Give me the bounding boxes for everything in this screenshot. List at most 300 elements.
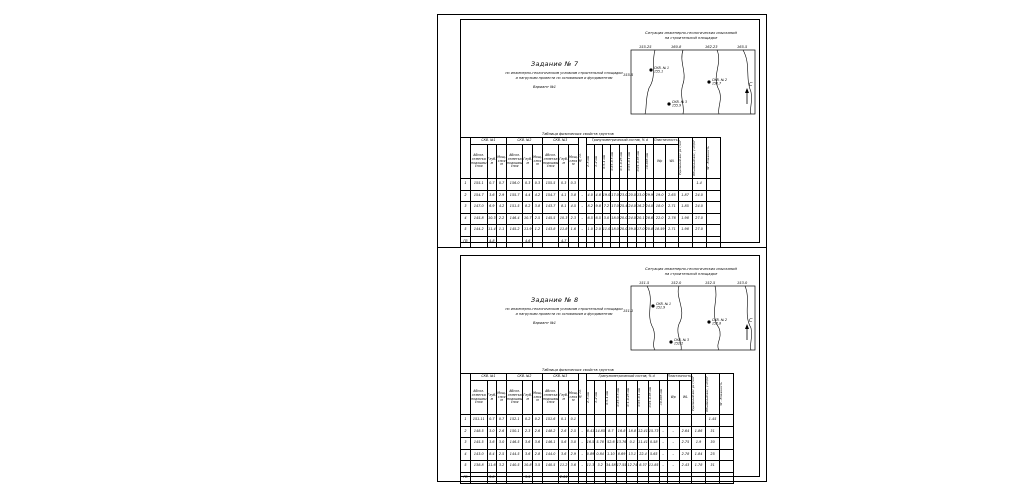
table-row [461,236,721,248]
table-cell [627,415,638,427]
table-cell: 18.59 [654,225,666,237]
table-cell: 2.65 [666,190,678,202]
task-subtitle: и нагрузкам провести по основаниям и фундаментам [515,312,613,316]
table-cell: 11.4 [487,225,497,237]
table-cell: 20.0 [619,225,628,237]
table-cell: 19.0 [602,190,611,202]
table-cell: 24.0 [692,202,706,214]
table-cell: 3.0 [497,438,507,450]
table-cell: 8.2 [586,202,594,214]
col-header: 0.1–0.25 мм [618,152,623,171]
table-cell [678,236,692,248]
col-header: Wp [667,381,679,415]
table-cell: 3.6 [487,190,497,202]
table-cell [533,472,543,484]
table-cell: 148.5 [471,426,488,438]
table-cell: 4 [461,213,471,225]
table-cell: 140.5 [542,461,559,473]
col-header: 1–2 мм [593,156,598,167]
table-cell: 1.98 [678,213,692,225]
table-cell: 15.73 [648,426,659,438]
table-cell: 19.0 [654,190,666,202]
task-subtitle: по инженерно-геологическим условиям строительной площадки [505,307,623,311]
table-cell: 155.7 [506,190,523,202]
col-header: 0.25–0.5 мм [610,152,615,171]
table-header-row [461,138,721,145]
table-cell: 20.0 [619,213,628,225]
col-header: WL [679,381,691,415]
table-cell [586,179,594,191]
table-row [461,213,721,225]
north-arrow-head [745,88,749,93]
table-cell: 2.43 [679,461,691,473]
table-cell: – [578,213,586,225]
table-cell: 138.8 [471,461,488,473]
table-cell [678,179,692,191]
table-cell: 12.74 [627,461,638,473]
contour-label: 165.5 [737,45,748,49]
table-row [461,415,734,427]
table-cell: 8.1 [559,202,569,214]
table-cell [569,472,579,484]
table-cell: 23.0 [619,190,628,202]
task-variant: Вариант №1 [533,85,557,89]
table-cell: 1.98 [678,225,692,237]
table-cell [533,236,543,248]
borehole-marker [667,102,670,105]
table-cell [627,472,638,484]
table-cell: 5.6 [559,438,569,450]
table-cell: 3 [461,202,471,214]
table-cell: 12.41 [638,426,649,438]
table-cell: 0.1 [569,415,579,427]
table-cell: 4.8 [594,190,602,202]
table-cell: 1.10 [606,449,617,461]
table-cell: 10.3 [487,213,497,225]
table-cell [497,236,507,248]
col-header: Объемный вес, γ кН/м³ [705,375,710,413]
table-cell: 39.0 [628,225,637,237]
table-caption: Таблица физических свойств грунтов [542,368,614,372]
table-cell: 13.1 [627,449,638,461]
contour-label: 152.0 [671,281,682,285]
table-cell [578,236,586,248]
table-row [461,225,721,237]
col-header: W - Влажность [719,382,724,406]
table-cell: 148.2 [542,426,559,438]
table-cell: ГВ [461,236,471,248]
drawing-page [437,14,767,482]
table-cell: 25.4 [619,202,628,214]
table-cell [667,415,679,427]
task-sheet [438,251,766,481]
table-cell: 3.6 [533,438,543,450]
task-subtitle: и нагрузкам провести по основаниям и фундаментам [515,76,613,80]
task-sheet [438,15,766,247]
table-cell: 3.0 [602,213,611,225]
table-cell [679,415,691,427]
borehole-marker [669,340,672,343]
table-cell: 3.5 [523,472,533,484]
table-cell: 28.6 [645,213,654,225]
table-cell: 0.84 [595,449,606,461]
col-header: 0.5–1 мм [601,154,606,169]
table-cell: 0.7 [487,179,497,191]
table-cell [692,472,706,484]
table-cell: 4.4 [523,190,533,202]
table-cell: 1.1 [497,225,507,237]
col-group-well2: СКВ. №2 [506,138,542,145]
table-cell: – [659,426,667,438]
table-cell: 6.5 [586,213,594,225]
table-cell: 11.9 [523,225,533,237]
table-cell: 3.6 [559,449,569,461]
table-cell: – [667,449,679,461]
table-cell [654,236,666,248]
table-cell: 1 [461,179,471,191]
borehole-label: СКВ. № 3 155.9 [672,100,688,108]
borehole-marker [707,320,710,323]
col-header: 0.01–0.05 мм [647,387,652,408]
table-cell [720,461,734,473]
table-cell: 5.65 [648,449,659,461]
table-cell [720,415,734,427]
table-cell [692,236,706,248]
table-cell: 2.6 [533,426,543,438]
table-cell: 0.2 [533,415,543,427]
table-cell: 0.58 [648,438,659,450]
table-cell: 144.5 [506,449,523,461]
table-cell: 4.6 [523,236,533,248]
col-group-plasticity: Пластичность [667,374,691,381]
table-cell [720,426,734,438]
site-map [623,278,759,358]
table-cell: 13.76 [616,438,627,450]
table-cell [659,472,667,484]
task-subtitle: по инженерно-геологическим условиям строительной площадки [505,71,623,75]
table-cell: 1.2 [533,225,543,237]
table-cell: 4.2 [533,190,543,202]
table-cell [594,179,602,191]
col-header: Абсол. отметка подошвы слоя [471,145,488,179]
table-cell: 9.8 [594,202,602,214]
table-cell: 156.0 [506,179,523,191]
table-row [461,179,721,191]
table-cell: 145.2 [506,225,523,237]
table-cell [636,179,645,191]
table-cell: – [667,461,679,473]
table-cell: 8.37 [638,461,649,473]
soil-properties-table [460,373,734,484]
table-cell: 13.0 [636,190,645,202]
table-cell: 8.4 [487,449,497,461]
table-cell: 31 [706,426,720,438]
table-cell [595,415,606,427]
col-header: 1–2 мм [594,392,599,403]
col-header: Мощ. слоя м [533,381,543,415]
contour-label: 155.5 [623,73,634,77]
table-cell: 0.2 [523,415,533,427]
contour-line [645,50,655,114]
table-cell: 0.7 [497,415,507,427]
col-header: Мощ. слоя м [569,145,579,179]
table-cell: 155.5 [542,179,559,191]
table-cell: 154.7 [471,190,488,202]
col-header: Глуб. м [487,381,497,415]
col-group-granulometric: Гранулометрический состав, % d [586,138,653,145]
table-cell: – [578,225,586,237]
table-cell [619,236,628,248]
table-cell: 144.0 [542,449,559,461]
table-cell: – [578,438,586,450]
col-header: 0.1–0.25 мм [626,388,631,407]
table-cell [667,472,679,484]
table-row [461,190,721,202]
col-group-granulometric: Гранулометрический состав, % d [586,374,667,381]
table-cell: – [578,190,586,202]
table-cell: 2.3 [523,426,533,438]
table-cell: 3.6 [523,449,533,461]
table-cell: 151.5 [506,202,523,214]
table-cell: 11.0 [602,225,611,237]
table-cell: – [578,426,586,438]
table-cell: 22.4 [638,449,649,461]
table-cell: 2.2 [497,213,507,225]
table-cell: 4.7 [559,236,569,248]
north-arrow-head [745,324,749,329]
soil-properties-table [460,137,721,248]
table-cell: 3.6 [523,438,533,450]
table-cell: 2.75 [679,438,691,450]
col-header: <0.005 мм [658,389,663,406]
table-cell: 152.1 [506,415,523,427]
table-cell: 2.5 [569,426,579,438]
table-cell: 11.85 [648,461,659,473]
contour-label: 153.0 [737,281,748,285]
borehole-label: СКВ. № 2 152.8 [712,318,728,326]
task-title: Задание № 8 [531,296,579,304]
table-caption: Таблица физических свойств грунтов [542,132,614,136]
map-title: на строительной площадке [664,36,718,40]
col-header: Мощ. слоя м [497,145,507,179]
table-cell: 146.5 [506,438,523,450]
table-cell: 16.2 [636,202,645,214]
table-cell: 18.8 [627,426,638,438]
table-cell: 1.84 [692,449,706,461]
col-header: Глуб. м [487,145,497,179]
table-cell: 150.1 [506,426,523,438]
col-header: WL [666,145,678,179]
table-cell [720,472,734,484]
table-cell [648,472,659,484]
table-cell: 24.0 [645,202,654,214]
table-cell: 2.64 [559,472,569,484]
table-cell: 2.5 [533,213,543,225]
contour-line [647,286,655,350]
table-cell [578,472,586,484]
table-cell: – [578,461,586,473]
table-cell: 147.0 [471,202,488,214]
col-header: Объемный вес, γ кН/м³ [691,139,696,177]
table-cell: 2.0 [594,225,602,237]
table-cell: 151.6 [542,415,559,427]
col-group-well3: СКВ. №3 [542,374,578,381]
table-cell [471,472,488,484]
table-cell: 3.2 [497,461,507,473]
table-cell: 20.1 [636,213,645,225]
table-cell: 1.9 [692,438,706,450]
table-cell: 1 [461,415,471,427]
table-cell: 145.8 [471,213,488,225]
table-cell [679,472,691,484]
col-header: 0.25–0.5 мм [615,388,620,407]
table-cell [706,179,720,191]
table-cell: 2.9 [497,190,507,202]
table-cell [506,236,523,248]
north-label: С [749,82,753,88]
table-cell: 1.86 [692,426,706,438]
table-cell [611,179,620,191]
col-header: Абсол. отметка подошвы слоя [471,381,488,415]
table-cell: 27.0 [692,213,706,225]
borehole-marker [651,304,654,307]
table-cell: – [667,438,679,450]
table-cell: 24.0 [692,190,706,202]
table-cell: 31 [706,461,720,473]
col-header: 2–5 мм [585,156,590,167]
table-cell [497,472,507,484]
col-header: Абсол. отметка подошвы слоя [542,145,559,179]
borehole-label: СКВ. № 2 156.7 [712,78,728,86]
table-cell [595,472,606,484]
table-cell: 154.7 [542,190,559,202]
col-header: 0.01–0.05 мм [635,151,640,172]
table-cell [602,179,611,191]
table-cell: 2.9 [569,449,579,461]
col-group-well1: СКВ. №1 [471,374,507,381]
table-cell: 22.0 [654,213,666,225]
table-cell [586,472,595,484]
table-cell [586,236,594,248]
col-group-plasticity: Пластичность [654,138,678,145]
table-cell: 11.2 [559,461,569,473]
table-cell: 0.1 [559,415,569,427]
table-cell: – [578,449,586,461]
table-cell: 6.9 [487,202,497,214]
table-cell [636,236,645,248]
table-cell: 1.45 [706,415,720,427]
table-cell: 1.78 [692,461,706,473]
table-cell: 20.8 [645,225,654,237]
table-cell: 155.1 [471,179,488,191]
table-cell: 143.8 [542,225,559,237]
col-header: Абсол. отметка подошвы слоя [506,145,523,179]
table-cell [586,415,595,427]
table-cell [542,236,559,248]
table-row [461,438,734,450]
table-cell: – [659,449,667,461]
table-cell [720,449,734,461]
table-cell: 2.6 [559,426,569,438]
table-cell: 0.7 [487,415,497,427]
table-cell [666,236,678,248]
table-cell [611,236,620,248]
table-cell: 8.2 [523,202,533,214]
table-cell: 3.8 [487,472,497,484]
contour-label: 162.23 [705,45,718,49]
table-cell: 3.0 [487,426,497,438]
col-header: Глуб. м [559,145,569,179]
table-cell: 20.0 [628,190,637,202]
borehole-label: СКВ. № 1 151.9 [656,302,672,310]
table-cell: 143.0 [471,449,488,461]
table-cell: 0.89 [586,449,595,461]
borehole-marker [707,80,710,83]
table-cell [666,179,678,191]
table-cell: 17.55 [616,461,627,473]
table-cell: 3.8 [533,202,543,214]
table-cell: – [659,438,667,450]
col-header: № сл. [577,153,582,163]
table-cell: 24.0 [628,202,637,214]
col-header: Мощ. слоя м [497,381,507,415]
col-header: Удельный вес ρs г/см³ [677,140,682,176]
table-cell: 6.5 [594,213,602,225]
col-header: Мощ. слоя м [569,381,579,415]
table-cell: 11.6 [487,461,497,473]
col-header: Удельный вес ρs г/см³ [691,376,696,412]
table-cell: 30 [706,438,720,450]
col-header: Мощ. слоя м [533,145,543,179]
table-cell: 17.0 [611,190,620,202]
task-variant: Вариант №1 [533,321,557,325]
table-cell [706,472,720,484]
table-cell: 2.8 [533,449,543,461]
table-cell: 1.85 [678,202,692,214]
table-cell [659,415,667,427]
table-cell [706,213,720,225]
table-cell: 3.6 [487,438,497,450]
table-row [461,202,721,214]
table-cell: 17.0 [611,202,620,214]
table-cell [638,415,649,427]
contour-line [682,50,685,114]
table-cell: 18.0 [611,225,620,237]
table-cell: 52.6 [606,438,617,450]
col-header: 2–5 мм [585,392,590,403]
table-cell [619,179,628,191]
col-header: Wp [654,145,666,179]
table-cell: 11.3 [586,461,595,473]
table-cell [471,236,488,248]
table-cell [542,472,559,484]
table-cell: 1.6 [569,225,579,237]
table-cell [602,236,611,248]
north-label: С [749,318,753,324]
table-cell [692,415,706,427]
map-title: Ситуация инженерно-геологических изысканий [645,267,737,271]
table-cell: 16.5 [586,438,595,450]
map-title: Ситуация инженерно-геологических изысканий [645,31,737,35]
contour-label: 155.25 [639,45,652,49]
table-cell [628,236,637,248]
col-header: Глуб. м [523,381,533,415]
table-cell [706,202,720,214]
table-cell: 3.2 [595,461,606,473]
col-header: W - Влажность [705,146,710,170]
table-cell: 8.7 [606,426,617,438]
table-cell [645,236,654,248]
